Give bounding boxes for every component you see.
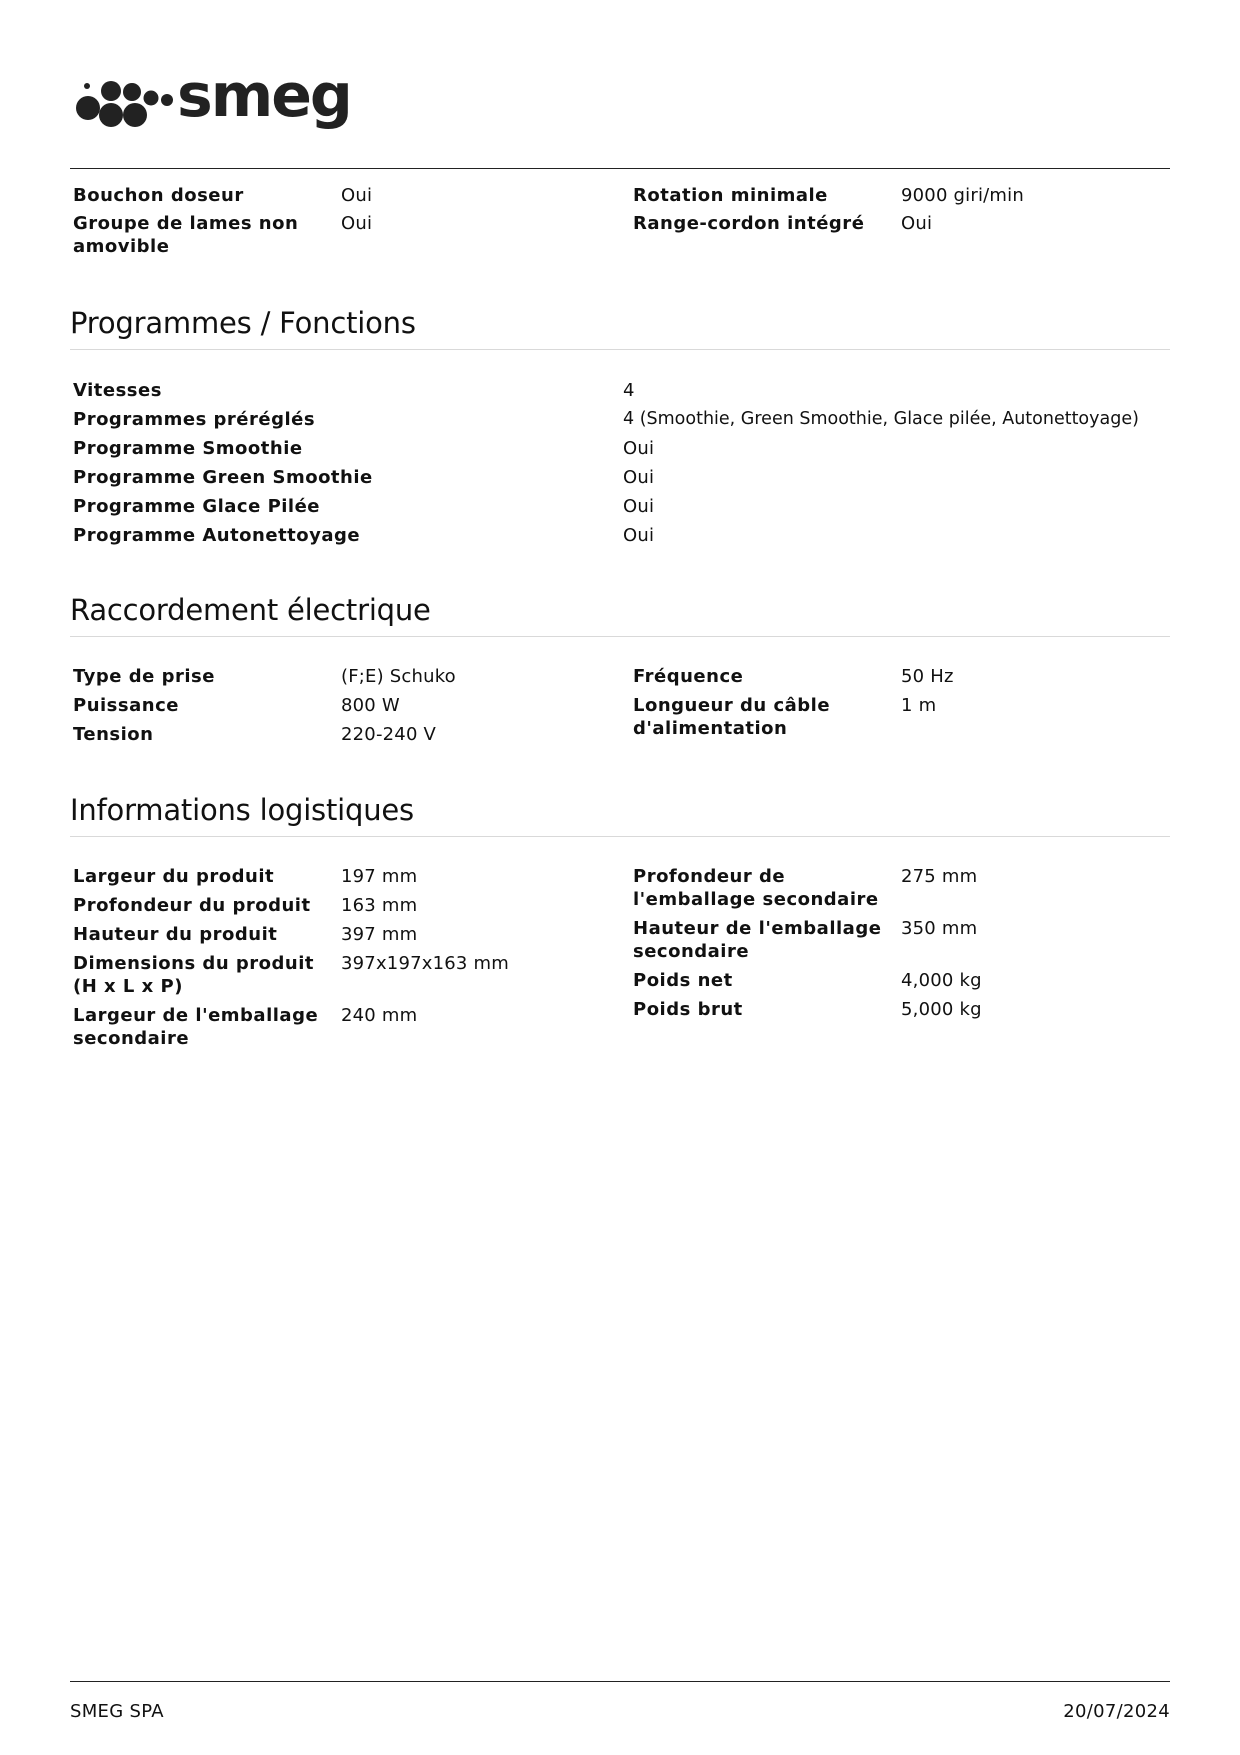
section-rule bbox=[70, 836, 1170, 837]
spec-value: 9000 giri/min bbox=[901, 185, 1024, 206]
spec-row bbox=[73, 665, 456, 688]
footer-date: 20/07/2024 bbox=[1063, 1701, 1170, 1722]
spec-label: Dimensions du produit (H x L x P) bbox=[73, 953, 315, 997]
logo-wordmark: smeg bbox=[177, 62, 351, 131]
section-title-programmes: Programmes / Fonctions bbox=[70, 306, 416, 340]
spec-label: Tension bbox=[73, 724, 154, 745]
spec-value: 397x197x163 mm bbox=[341, 953, 509, 974]
spec-row bbox=[633, 665, 954, 688]
spec-label: Fréquence bbox=[633, 666, 744, 687]
spec-label: Rotation minimale bbox=[633, 185, 828, 206]
spec-value: Oui bbox=[341, 213, 373, 234]
electrique-left bbox=[73, 665, 456, 752]
spec-label: Hauteur de l'emballage secondaire bbox=[633, 918, 882, 962]
programmes-table bbox=[73, 379, 1139, 553]
spec-label: Puissance bbox=[73, 695, 179, 716]
smeg-logo bbox=[74, 62, 394, 142]
spec-row bbox=[73, 952, 509, 998]
spec-row bbox=[73, 184, 372, 207]
spec-row bbox=[633, 865, 982, 911]
footer-company: SMEG SPA bbox=[70, 1701, 164, 1722]
spec-row bbox=[73, 723, 456, 746]
spec-value: 4 bbox=[623, 380, 635, 401]
spec-value: 4,000 kg bbox=[901, 970, 982, 991]
spec-label: Profondeur de l'emballage secondaire bbox=[633, 866, 879, 910]
electrique-right bbox=[633, 665, 954, 746]
spec-label: Type de prise bbox=[73, 666, 215, 687]
section-rule bbox=[70, 636, 1170, 637]
section-title-logistique: Informations logistiques bbox=[70, 793, 414, 827]
spec-row bbox=[633, 212, 1024, 235]
spec-value: Oui bbox=[341, 185, 373, 206]
spec-value: 350 mm bbox=[901, 918, 978, 939]
spec-value: 397 mm bbox=[341, 924, 418, 945]
spec-value: 5,000 kg bbox=[901, 999, 982, 1020]
spec-row bbox=[73, 379, 1139, 402]
spec-value: (F;E) Schuko bbox=[341, 666, 456, 687]
spec-value: 1 m bbox=[901, 695, 937, 716]
spec-label: Programme Glace Pilée bbox=[73, 496, 321, 517]
spec-label: Largeur du produit bbox=[73, 866, 275, 887]
spec-row bbox=[73, 894, 509, 917]
spec-label: Poids brut bbox=[633, 999, 743, 1020]
spec-label: Hauteur du produit bbox=[73, 924, 278, 945]
spec-label: Vitesses bbox=[73, 380, 162, 401]
footer-rule bbox=[70, 1681, 1170, 1682]
spec-row bbox=[73, 437, 1139, 460]
section-title-electrique: Raccordement électrique bbox=[70, 593, 431, 627]
spec-value: 800 W bbox=[341, 695, 400, 716]
spec-row bbox=[633, 184, 1024, 207]
header-rule bbox=[70, 168, 1170, 169]
spec-label: Bouchon doseur bbox=[73, 185, 244, 206]
spec-row bbox=[73, 524, 1139, 547]
spec-label: Programme Smoothie bbox=[73, 438, 303, 459]
spec-value: Oui bbox=[623, 496, 655, 517]
spec-label: Longueur du câble d'alimentation bbox=[633, 695, 831, 739]
spec-label: Programmes préréglés bbox=[73, 409, 316, 430]
spec-label: Largeur de l'emballage secondaire bbox=[73, 1005, 319, 1049]
spec-row bbox=[633, 694, 954, 740]
spec-value: 50 Hz bbox=[901, 666, 954, 687]
spec-value: Oui bbox=[623, 525, 655, 546]
spec-row bbox=[73, 1004, 509, 1050]
spec-row bbox=[633, 998, 982, 1021]
spec-row bbox=[73, 923, 509, 946]
spec-label: Profondeur du produit bbox=[73, 895, 311, 916]
spec-row bbox=[633, 969, 982, 992]
spec-value: 220-240 V bbox=[341, 724, 437, 745]
spec-value: Oui bbox=[623, 438, 655, 459]
spec-value: Oui bbox=[901, 213, 933, 234]
spec-label: Programme Green Smoothie bbox=[73, 467, 373, 488]
spec-row bbox=[633, 917, 982, 963]
spec-value: Oui bbox=[623, 467, 655, 488]
spec-row bbox=[73, 694, 456, 717]
spec-value: 275 mm bbox=[901, 866, 978, 887]
section-rule bbox=[70, 349, 1170, 350]
logistique-right bbox=[633, 865, 982, 1027]
spec-label: Programme Autonettoyage bbox=[73, 525, 361, 546]
spec-row bbox=[73, 495, 1139, 518]
top-specs-right bbox=[633, 184, 1024, 240]
spec-value: 197 mm bbox=[341, 866, 418, 887]
spec-label: Poids net bbox=[633, 970, 733, 991]
spec-value: 163 mm bbox=[341, 895, 418, 916]
logistique-left bbox=[73, 865, 509, 1056]
spec-value: 240 mm bbox=[341, 1005, 418, 1026]
spec-label: Groupe de lames non amovible bbox=[73, 213, 299, 257]
spec-label: Range-cordon intégré bbox=[633, 213, 865, 234]
spec-row bbox=[73, 865, 509, 888]
spec-row bbox=[73, 466, 1139, 489]
spec-value: 4 (Smoothie, Green Smoothie, Glace pilée, Autonettoyage) bbox=[623, 409, 1139, 429]
spec-row bbox=[73, 212, 372, 258]
spec-row bbox=[73, 408, 1139, 431]
top-specs-left bbox=[73, 184, 372, 263]
